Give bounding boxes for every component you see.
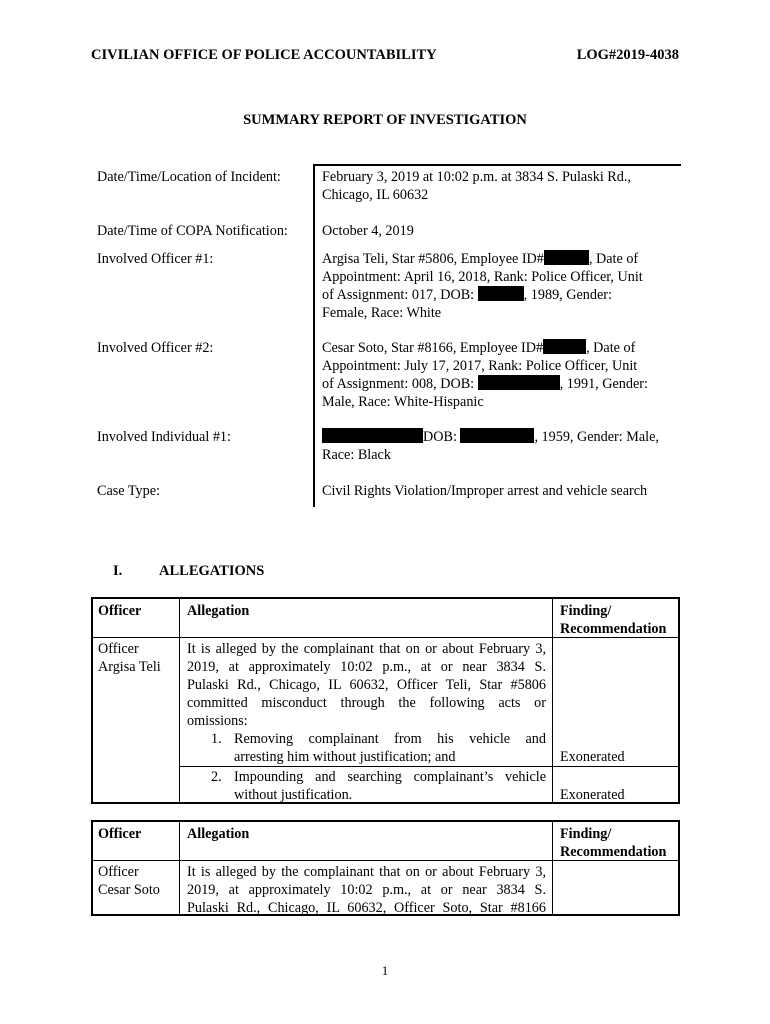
- intro-line: omissions:: [187, 713, 248, 729]
- item-line: without justification.: [234, 787, 353, 803]
- redaction-box: [460, 428, 534, 443]
- officer1-line1b: , Date of: [588, 251, 639, 267]
- column-divider: [552, 599, 553, 802]
- incident-value-line2: Chicago, IL 60632: [322, 187, 429, 203]
- intro-line: 2019, at approximately 10:02 p.m., at or near 3834 S.: [187, 659, 546, 675]
- individual-line1a: DOB:: [423, 429, 457, 445]
- allegation-intro: [187, 863, 546, 917]
- column-divider: [179, 599, 180, 802]
- finding-header-line1: Finding/: [560, 603, 612, 619]
- officer1-line3a: of Assignment: 017, DOB:: [322, 287, 475, 303]
- allegation-item-2: [211, 768, 546, 804]
- section-title: ALLEGATIONS: [159, 563, 265, 579]
- redaction-box: [478, 375, 560, 390]
- item-text: [234, 730, 546, 766]
- officer1-label: Involved Officer #1:: [97, 251, 214, 267]
- finding-header-line2: Recommendation: [560, 621, 667, 637]
- casetype-value: Civil Rights Violation/Improper arrest and vehicle search: [322, 483, 648, 499]
- section-number: I.: [113, 563, 123, 579]
- item-divider: [179, 766, 678, 767]
- finding-column-header: [560, 602, 666, 638]
- officer2-line4: Male, Race: White-Hispanic: [322, 394, 484, 410]
- redaction-box: [478, 286, 524, 301]
- item-number: 1.: [211, 731, 222, 747]
- officer-name-line1: Officer: [98, 864, 139, 880]
- page-number: 1: [381, 963, 389, 978]
- officer2-label: Involved Officer #2:: [97, 340, 214, 356]
- casetype-label: Case Type:: [97, 483, 160, 499]
- intro-line: Pulaski Rd., Chicago, IL 60632, Officer Teli, Star #5806: [187, 677, 546, 693]
- officer2-line1a: Cesar Soto, Star #8166, Employee ID#: [322, 340, 544, 356]
- report-title: SUMMARY REPORT OF INVESTIGATION: [243, 112, 527, 128]
- allegation-table-1: [91, 597, 680, 804]
- redaction-box: [543, 339, 586, 354]
- officer-name-cell: [98, 640, 161, 676]
- incident-value: [322, 168, 672, 204]
- finding-item-1: Exonerated: [560, 749, 625, 765]
- allegation-column-header: Allegation: [187, 603, 250, 619]
- item-text: [234, 768, 546, 804]
- individual-line1b: , 1959, Gender: Male,: [534, 429, 659, 445]
- notification-value: October 4, 2019: [322, 223, 414, 239]
- item-line: Removing complainant from his vehicle and: [234, 731, 546, 747]
- officer1-line4: Female, Race: White: [322, 305, 442, 321]
- redaction-box: [544, 250, 589, 265]
- allegation-table-2: [91, 820, 680, 916]
- officer2-line2: Appointment: July 17, 2017, Rank: Police Officer, Unit: [322, 358, 638, 374]
- finding-item-2: Exonerated: [560, 787, 625, 803]
- officer2-line3b: , 1991, Gender:: [559, 376, 648, 392]
- incident-label: Date/Time/Location of Incident:: [97, 169, 281, 185]
- allegation-intro: [187, 640, 546, 730]
- individual-label: Involved Individual #1:: [97, 429, 231, 445]
- notification-label: Date/Time of COPA Notification:: [97, 223, 288, 239]
- intro-line: It is alleged by the complainant that on or about February 3,: [187, 864, 546, 880]
- header-log-number: LOG#2019-4038: [576, 47, 679, 63]
- officer-name-line2: Argisa Teli: [98, 659, 161, 675]
- finding-column-header: [560, 825, 666, 861]
- officer-column-header: Officer: [98, 826, 142, 842]
- finding-header-line1: Finding/: [560, 826, 612, 842]
- redaction-box: [322, 428, 423, 443]
- officer1-value: [322, 250, 672, 322]
- officer-name-cell: [98, 863, 160, 899]
- item-line: arresting him without justification; and: [234, 749, 456, 765]
- officer-name-line1: Officer: [98, 641, 139, 657]
- intro-line: committed misconduct through the following acts or: [187, 695, 546, 711]
- officer2-line1b: , Date of: [586, 340, 636, 356]
- officer2-line3a: of Assignment: 008, DOB:: [322, 376, 475, 392]
- allegation-column-header: Allegation: [187, 826, 250, 842]
- intro-line: 2019, at approximately 10:02 p.m., at or near 3834 S.: [187, 882, 546, 898]
- item-line: Impounding and searching complainant’s vehicle: [234, 769, 546, 785]
- officer2-value: [322, 339, 672, 411]
- officer1-line1a: Argisa Teli, Star #5806, Employee ID#: [322, 251, 544, 267]
- item-number: 2.: [211, 769, 222, 785]
- column-divider: [552, 822, 553, 914]
- officer1-line3b: , 1989, Gender:: [523, 287, 612, 303]
- finding-header-line2: Recommendation: [560, 844, 667, 860]
- allegation-item-1: [211, 730, 546, 766]
- officer1-line2: Appointment: April 16, 2018, Rank: Police Officer, Unit: [322, 269, 643, 285]
- info-top-rule: [313, 164, 681, 166]
- intro-line: It is alleged by the complainant that on or about February 3,: [187, 641, 546, 657]
- incident-value-line1: February 3, 2019 at 10:02 p.m. at 3834 S. Pulaski Rd.,: [322, 169, 631, 185]
- officer-name-line2: Cesar Soto: [98, 882, 160, 898]
- column-divider: [179, 822, 180, 914]
- info-vertical-rule: [313, 164, 315, 507]
- header-organization: CIVILIAN OFFICE OF POLICE ACCOUNTABILITY: [91, 47, 437, 63]
- individual-line2: Race: Black: [322, 447, 391, 463]
- individual-value: [322, 428, 672, 464]
- intro-line: Pulaski Rd., Chicago, IL 60632, Officer Soto, Star #8166: [187, 900, 546, 916]
- officer-column-header: Officer: [98, 603, 142, 619]
